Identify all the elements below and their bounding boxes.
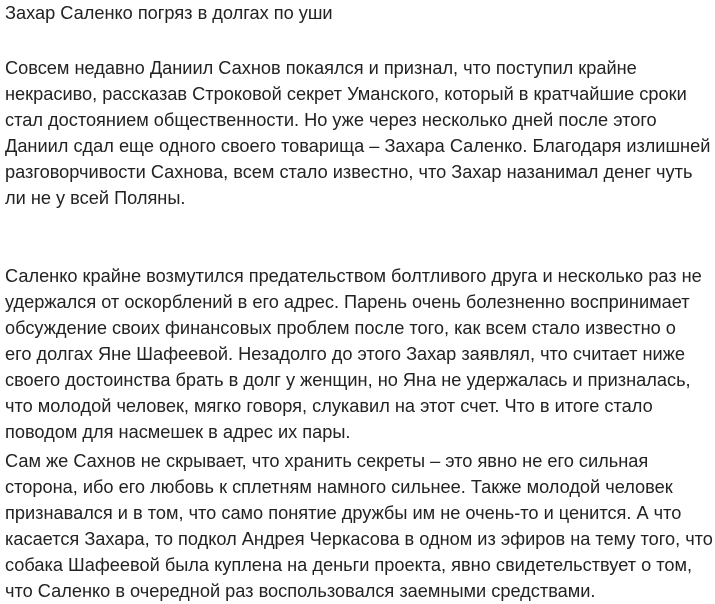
paragraph-line: Совсем недавно Даниил Сахнов покаялся и признал, что поступил крайне [5,58,637,78]
paragraph-line: сторона, ибо его любовь к сплетням намного сильнее. Также молодой человек [5,477,673,497]
paragraph-line: Даниил сдал еще одного своего товарища – Захара Саленко. Благодаря излишней [5,136,711,156]
paragraph-line: Сам же Сахнов не скрывает, что хранить секреты – это явно не его сильная [5,451,649,471]
paragraph-line: ли не у всей Поляны. [5,188,186,208]
paragraph-line: что Саленко в очередной раз воспользовался заемными средствами. [5,581,596,601]
article-paragraph [5,263,702,445]
article-paragraph [5,448,713,604]
paragraph-line: стал достоянием общественности. Но уже через несколько дней после этого [5,110,657,130]
paragraph-line: обсуждение своих финансовых проблем после того, как всем стало известно о [5,318,676,338]
paragraph-line: признавался и в том, что само понятие дружбы им не очень-то и ценится. А что [5,503,682,523]
paragraph-line: его долгах Яне Шафеевой. Незадолго до этого Захар заявлял, что считает ниже [5,344,685,364]
paragraph-line: своего достоинства брать в долг у женщин, но Яна не удержалась и призналась, [5,370,691,390]
paragraph-line: Саленко крайне возмутился предательством болтливого друга и несколько раз не [5,266,702,286]
paragraph-line: разговорчивости Сахнова, всем стало известно, что Захар назанимал денег чуть [5,162,693,182]
paragraph-line: удержался от оскорблений в его адрес. Парень очень болезненно воспринимает [5,292,690,312]
article-title: Захар Саленко погряз в долгах по уши [5,3,333,23]
paragraph-line: касается Захара, то подкол Андрея Черкасова в одном из эфиров на тему того, что [5,529,713,549]
paragraph-line: поводом для насмешек в адрес их пары. [5,422,351,442]
paragraph-line: что молодой человек, мягко говоря, слукавил на этот счет. Что в итоге стало [5,396,653,416]
paragraph-line: собака Шафеевой была куплена на деньги проекта, явно свидетельствует о том, [5,555,693,575]
paragraph-line: некрасиво, рассказав Строковой секрет Уманского, который в кратчайшие сроки [5,84,687,104]
article-paragraph [5,55,710,211]
